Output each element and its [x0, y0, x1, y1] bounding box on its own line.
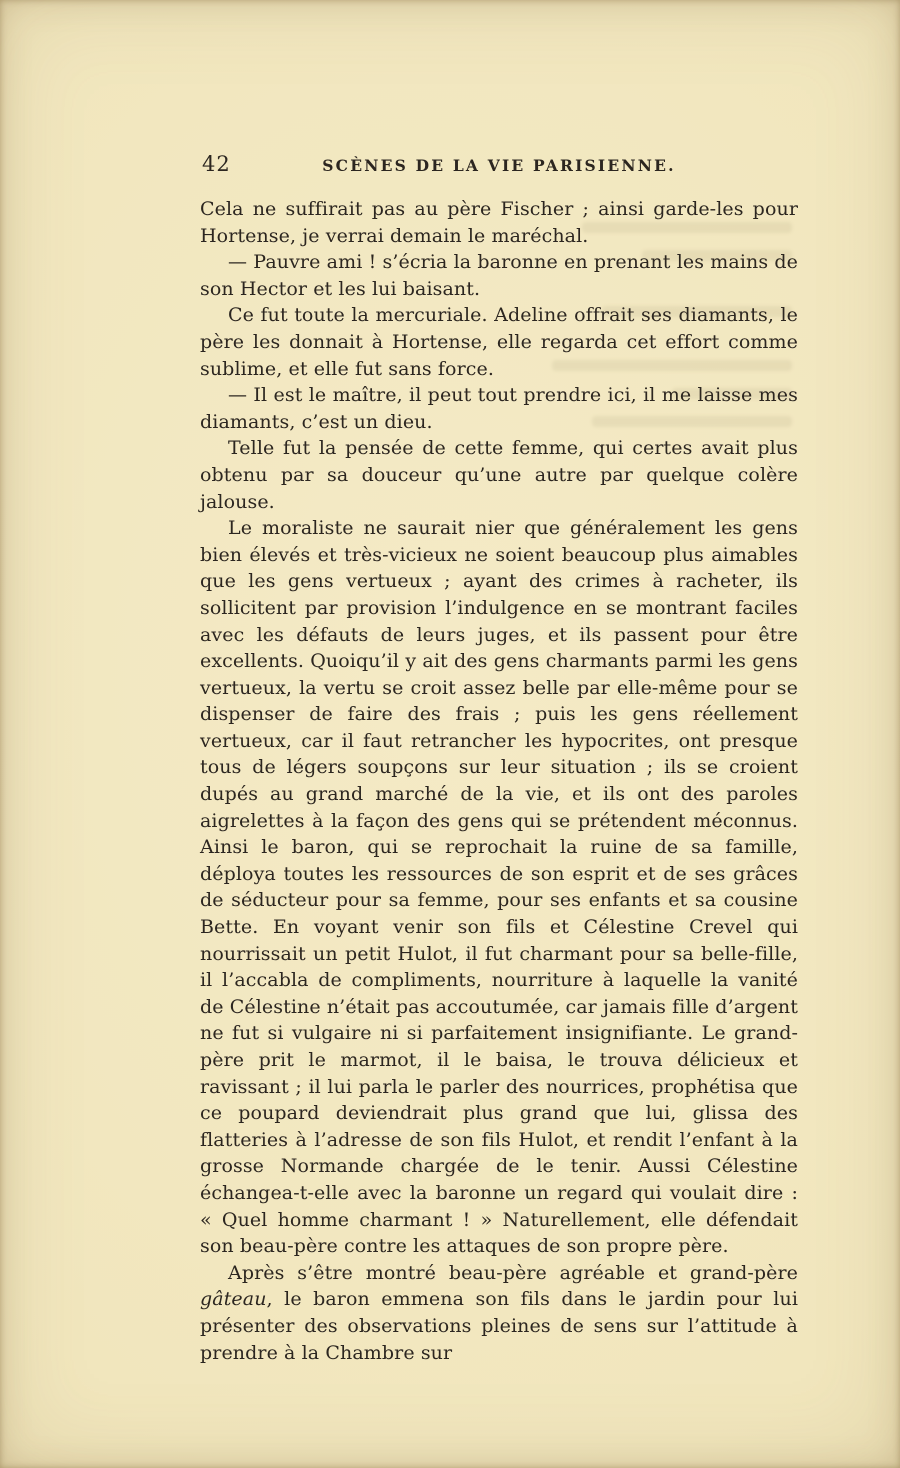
- paragraph: [200, 1260, 798, 1366]
- text-segment: , le baron emmena son fils dans le jardin pour lui présenter des observations pleines de sens sur l’attitude à prendre à la Chambre sur: [200, 1288, 798, 1364]
- running-head: SCÈNES DE LA VIE PARISIENNE.: [322, 156, 676, 175]
- page-header: [200, 152, 798, 182]
- text-block: [200, 196, 798, 1366]
- paragraph: [200, 249, 798, 302]
- paragraph: [200, 302, 798, 382]
- paragraph: [200, 435, 798, 515]
- paragraph: [200, 382, 798, 435]
- text-segment: Le moraliste ne saurait nier que généralement les gens bien élevés et très-vicieux ne soient beaucoup plus aimables que les gens vertueux ; ayant des crimes à racheter, ils sollicitent par provision l’indulgence en se montrant faciles avec les défauts de leurs juges, et ils passent pour être excellents. Quoiqu’il y ait des gens charmants parmi les gens vertueux, la vertu se croit assez belle par elle-même pour se dispenser de faire des frais ; puis les gens réellement vertueux, car il faut retrancher les hypocrites, ont presque tous de légers soupçons sur leur situation ; ils se croient dupés au grand marché de la vie, et ils ont des paroles aigrelettes à la façon des gens qui se prétendent méconnus. Ainsi le baron, qui se reprochait la ruine de sa famille, déploya toutes les ressources de son esprit et de ses grâces de séducteur pour sa femme, pour ses enfants et sa cousine Bette. En voyant venir son fils et Célestine Crevel qui nourrissait un petit Hulot, il fut charmant pour sa belle-fille, il l’accabla de compliments, nourriture à laquelle la vanité de Célestine n’était pas accoutumée, car jamais fille d’argent ne fut si vulgaire ni si parfaitement insignifiante. Le grand-père prit le marmot, il le baisa, le trouva délicieux et ravissant ; il lui parla le parler des nourrices, prophétisa que ce poupard deviendrait plus grand que lui, glissa des flatteries à l’adresse de son fils Hulot, et rendit l’enfant à la grosse Normande chargée de le tenir. Aussi Célestine échangea-t-elle avec la baronne un regard qui voulait dire : « Quel homme charmant ! » Naturellement, elle défendait son beau-père contre les attaques de son propre père.: [200, 517, 798, 1258]
- paragraph: [200, 196, 798, 249]
- page-content: [200, 152, 798, 1366]
- text-segment: Après s’être montré beau-père agréable et grand-père: [228, 1261, 798, 1284]
- paragraph: [200, 515, 798, 1260]
- italic-text-segment: gâteau: [200, 1288, 267, 1311]
- page-number: 42: [202, 152, 231, 176]
- text-segment: Cela ne suffirait pas au père Fischer ; ainsi garde-les pour Hortense, je verrai demain le maréchal.: [200, 198, 798, 247]
- text-segment: — Pauvre ami ! s’écria la baronne en prenant les mains de son Hector et les lui baisant.: [200, 251, 798, 300]
- text-segment: — Il est le maître, il peut tout prendre ici, il me laisse mes diamants, c’est un dieu.: [200, 384, 798, 433]
- text-segment: Telle fut la pensée de cette femme, qui certes avait plus obtenu par sa douceur qu’une autre par quelque colère jalouse.: [200, 437, 798, 513]
- text-segment: Ce fut toute la mercuriale. Adeline offrait ses diamants, le père les donnait à Hortense, elle regarda cet effort comme sublime, et elle fut sans force.: [200, 304, 798, 380]
